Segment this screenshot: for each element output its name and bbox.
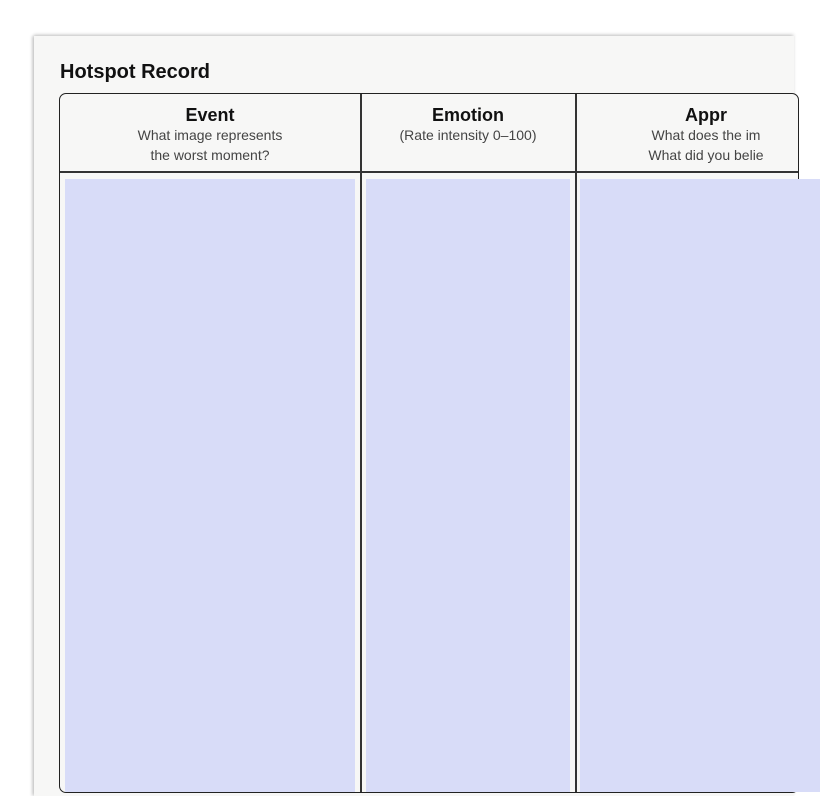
column-divider-1 bbox=[360, 94, 362, 792]
header-divider bbox=[60, 171, 798, 173]
column-header-emotion bbox=[361, 94, 575, 171]
page-title: Hotspot Record bbox=[60, 61, 210, 83]
event-entry-field[interactable] bbox=[65, 179, 355, 792]
column-header-appraisal bbox=[576, 94, 836, 171]
column-divider-2 bbox=[575, 94, 577, 792]
emotion-entry-field[interactable] bbox=[366, 179, 570, 792]
hotspot-record-table bbox=[59, 93, 799, 793]
column-subtitle-event-line-2: the worst moment? bbox=[150, 147, 270, 163]
column-title-emotion: Emotion bbox=[432, 105, 504, 125]
column-header-event bbox=[60, 94, 360, 171]
column-subtitle-emotion: (Rate intensity 0–100) bbox=[399, 127, 537, 143]
column-subtitle-appraisal-line-1: What does the im bbox=[651, 127, 761, 143]
column-subtitle-event-line-1: What image represents bbox=[137, 127, 283, 143]
column-subtitle-appraisal-line-2: What did you belie bbox=[648, 147, 764, 163]
column-title-event: Event bbox=[185, 105, 235, 125]
column-title-appraisal: Appr bbox=[685, 105, 727, 125]
appraisal-entry-field[interactable] bbox=[580, 179, 820, 792]
